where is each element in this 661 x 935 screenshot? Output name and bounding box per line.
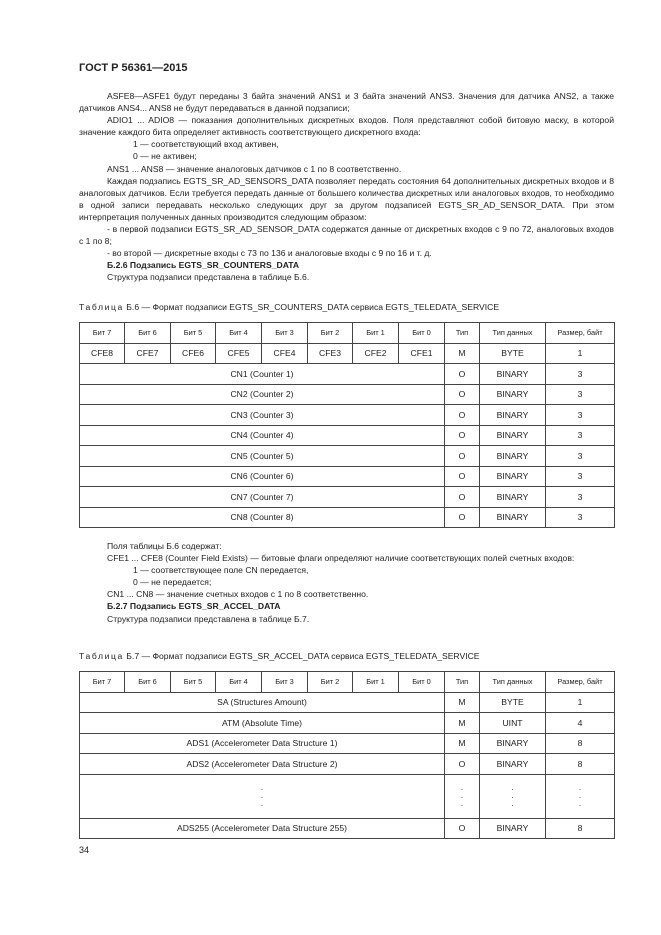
flag-cell: CFE1 xyxy=(399,343,445,364)
type-cell: M xyxy=(445,733,480,754)
field-name-cell: CN6 (Counter 6) xyxy=(80,466,445,487)
header-cell: Бит 1 xyxy=(353,323,399,344)
table-row-ellipsis xyxy=(80,774,615,818)
size-cell: 3 xyxy=(546,446,615,467)
header-cell: Тип xyxy=(445,672,480,693)
type-cell: M xyxy=(445,343,480,364)
text-block-2 xyxy=(79,540,614,625)
table-row xyxy=(80,692,615,713)
field-name-cell: CN3 (Counter 3) xyxy=(80,405,445,426)
paragraph: Структура подзаписи представлена в таблице Б.7. xyxy=(107,613,310,624)
field-name-cell: ADS255 (Accelerometer Data Structure 255) xyxy=(80,818,445,839)
ellipsis-dot: . xyxy=(460,799,464,808)
paragraph: 0 — не передается; xyxy=(133,577,212,588)
type-cell: O xyxy=(445,818,480,839)
header-cell: Бит 3 xyxy=(262,672,308,693)
paragraph: Поля таблицы Б.6 содержат: xyxy=(107,541,222,551)
dtype-cell: BINARY xyxy=(480,754,546,775)
dtype-cell: BINARY xyxy=(480,384,546,405)
ellipsis-dot: . xyxy=(511,791,514,800)
field-name-cell: ADS1 (Accelerometer Data Structure 1) xyxy=(80,733,445,754)
header-cell: Бит 6 xyxy=(125,323,171,344)
section-heading-b26: Б.2.6 Подзапись EGTS_SR_COUNTERS_DATA xyxy=(107,260,300,271)
paragraph: 1 — соответствующее поле CN передается, xyxy=(133,565,309,576)
page-number: 34 xyxy=(79,845,90,855)
ellipsis-cell xyxy=(546,774,615,818)
table-row xyxy=(80,713,615,734)
dtype-cell: BINARY xyxy=(480,446,546,467)
ellipsis-dot: . xyxy=(260,783,264,792)
ellipsis-dot: . xyxy=(511,783,514,792)
table-row xyxy=(80,733,615,754)
header-cell: Размер, байт xyxy=(546,672,615,693)
type-cell: O xyxy=(445,466,480,487)
dtype-cell: BINARY xyxy=(480,733,546,754)
field-name-cell: CN5 (Counter 5) xyxy=(80,446,445,467)
paragraph: - во второй — дискретные входы с 73 по 136 и аналоговые входы с 9 по 16 и т. д. xyxy=(107,248,432,259)
flag-cell: CFE3 xyxy=(308,343,353,364)
flag-cell: CFE6 xyxy=(171,343,216,364)
paragraph: ANS1 ... ANS8 — значение аналоговых датчиков с 1 по 8 соответственно. xyxy=(107,163,402,174)
table-row xyxy=(80,405,615,426)
type-cell: M xyxy=(445,692,480,713)
flag-cell: CFE2 xyxy=(353,343,399,364)
size-cell: 1 xyxy=(546,343,615,364)
table-row xyxy=(80,487,615,508)
header-cell: Бит 2 xyxy=(308,323,353,344)
header-cell: Бит 5 xyxy=(171,672,216,693)
size-cell: 3 xyxy=(546,425,615,446)
type-cell: O xyxy=(445,507,480,528)
ellipsis-dot: . xyxy=(578,799,582,808)
dtype-cell: UINT xyxy=(480,713,546,734)
field-name-cell: CN8 (Counter 8) xyxy=(80,507,445,528)
size-cell: 8 xyxy=(546,733,615,754)
header-cell: Бит 2 xyxy=(308,672,353,693)
table-b7 xyxy=(79,671,615,839)
ellipsis-dot: . xyxy=(260,799,264,808)
table-header-row xyxy=(80,323,615,344)
ellipsis-cell xyxy=(445,774,480,818)
flag-cell: CFE8 xyxy=(80,343,125,364)
ellipsis-dot: . xyxy=(260,791,264,800)
size-cell: 3 xyxy=(546,487,615,508)
size-cell: 3 xyxy=(546,384,615,405)
dtype-cell: BINARY xyxy=(480,487,546,508)
header-cell: Бит 1 xyxy=(353,672,399,693)
header-cell: Бит 4 xyxy=(216,672,262,693)
field-name-cell: CN1 (Counter 1) xyxy=(80,364,445,385)
dtype-cell: BINARY xyxy=(480,507,546,528)
paragraph: 1 — соответствующий вход активен, xyxy=(133,139,279,150)
table-row xyxy=(80,507,615,528)
header-cell: Бит 6 xyxy=(125,672,171,693)
ellipsis-dot: . xyxy=(511,799,514,808)
flag-cell: CFE5 xyxy=(216,343,262,364)
caption-label: Таблица xyxy=(79,302,124,312)
paragraph: Структура подзаписи представлена в таблице Б.6. xyxy=(107,272,310,283)
ellipsis-dot: . xyxy=(578,783,582,792)
header-cell: Бит 3 xyxy=(262,323,308,344)
table-row xyxy=(80,364,615,385)
ellipsis-cell xyxy=(80,774,445,818)
paragraph: CN1 ... CN8 — значение счетных входов с 1 по 8 соответственно. xyxy=(107,589,369,600)
ellipsis-cell xyxy=(480,774,546,818)
table7-caption xyxy=(79,651,480,661)
ellipsis-dot: . xyxy=(460,783,464,792)
field-name-cell: SA (Structures Amount) xyxy=(80,692,445,713)
caption-label: Таблица xyxy=(79,651,124,661)
size-cell: 1 xyxy=(546,692,615,713)
header-cell: Тип xyxy=(445,323,480,344)
size-cell: 8 xyxy=(546,754,615,775)
size-cell: 4 xyxy=(546,713,615,734)
table-row xyxy=(80,818,615,839)
field-name-cell: CN2 (Counter 2) xyxy=(80,384,445,405)
table-row-flags xyxy=(80,343,615,364)
dtype-cell: BYTE xyxy=(480,343,546,364)
table-row xyxy=(80,754,615,775)
flag-cell: CFE7 xyxy=(125,343,171,364)
paragraph: 0 — не активен; xyxy=(133,151,197,162)
type-cell: O xyxy=(445,384,480,405)
section-heading-b27: Б.2.7 Подзапись EGTS_SR_ACCEL_DATA xyxy=(107,601,281,612)
table-b6 xyxy=(79,322,615,528)
type-cell: O xyxy=(445,425,480,446)
field-name-cell: ADS2 (Accelerometer Data Structure 2) xyxy=(80,754,445,775)
caption-text: Б.7 — Формат подзаписи EGTS_SR_ACCEL_DATA сервиса EGTS_TELEDATA_SERVICE xyxy=(126,651,480,661)
paragraph: CFE1 ... CFE8 (Counter Field Exists) — битовые флаги определяют наличие соответствующих полей счетных входов: xyxy=(107,553,575,564)
type-cell: M xyxy=(445,713,480,734)
header-cell: Тип данных xyxy=(480,672,546,693)
header-cell: Бит 0 xyxy=(399,672,445,693)
size-cell: 3 xyxy=(546,507,615,528)
document-header: ГОСТ Р 56361—2015 xyxy=(79,62,188,74)
table-row xyxy=(80,446,615,467)
field-name-cell: CN7 (Counter 7) xyxy=(80,487,445,508)
text-block-1 xyxy=(79,90,614,284)
table-row xyxy=(80,384,615,405)
table-row xyxy=(80,466,615,487)
paragraph: ADIO1 ... ADIO8 — показания дополнительных дискретных входов. Поля представляют собой битовую маску, в которой значение каждого бита определяет активность соответствующего дискретного входа: xyxy=(79,115,614,138)
paragraph: - в первой подзаписи EGTS_SR_AD_SENSOR_DATA содержатся данные от дискретных входов с 9 по 72, аналоговых входов с 1 по 8; xyxy=(79,224,614,247)
type-cell: O xyxy=(445,487,480,508)
dtype-cell: BINARY xyxy=(480,466,546,487)
header-cell: Бит 5 xyxy=(171,323,216,344)
header-cell: Размер, байт xyxy=(546,323,615,344)
type-cell: O xyxy=(445,364,480,385)
caption-text: Б.6 — Формат подзаписи EGTS_SR_COUNTERS_DATA сервиса EGTS_TELEDATA_SERVICE xyxy=(126,302,500,312)
header-cell: Бит 4 xyxy=(216,323,262,344)
dtype-cell: BYTE xyxy=(480,692,546,713)
table6-caption xyxy=(79,302,499,312)
size-cell: 3 xyxy=(546,466,615,487)
size-cell: 3 xyxy=(546,364,615,385)
type-cell: O xyxy=(445,446,480,467)
dtype-cell: BINARY xyxy=(480,425,546,446)
type-cell: O xyxy=(445,754,480,775)
table-row xyxy=(80,425,615,446)
flag-cell: CFE4 xyxy=(262,343,308,364)
ellipsis-dot: . xyxy=(578,791,582,800)
field-name-cell: CN4 (Counter 4) xyxy=(80,425,445,446)
size-cell: 3 xyxy=(546,405,615,426)
table-header-row xyxy=(80,672,615,693)
paragraph: ASFE8—ASFE1 будут переданы 3 байта значений ANS1 и 3 байта значений ANS3. Значения для датчика ANS2, а также датчиков ANS4... ANS8 не будут передаваться в данной подзаписи; xyxy=(79,91,614,114)
header-cell: Бит 7 xyxy=(80,323,125,344)
ellipsis-dot: . xyxy=(460,791,464,800)
dtype-cell: BINARY xyxy=(480,364,546,385)
dtype-cell: BINARY xyxy=(480,405,546,426)
header-cell: Бит 7 xyxy=(80,672,125,693)
field-name-cell: ATM (Absolute Time) xyxy=(80,713,445,734)
header-cell: Бит 0 xyxy=(399,323,445,344)
header-cell: Тип данных xyxy=(480,323,546,344)
type-cell: O xyxy=(445,405,480,426)
size-cell: 8 xyxy=(546,818,615,839)
dtype-cell: BINARY xyxy=(480,818,546,839)
paragraph: Каждая подзапись EGTS_SR_AD_SENSORS_DATA позволяет передать состояния 64 дополнительных дискретных входов и 8 аналоговых датчиков. Если требуется передать данные от большего количества дискретных или аналоговых входов, то необходимо в одной записи передавать несколько следующих друг за другом подзаписей EGTS_SR_AD_SENSOR_DATA. При этом интерпретация полученных данных производится следующим образом: xyxy=(79,175,614,222)
